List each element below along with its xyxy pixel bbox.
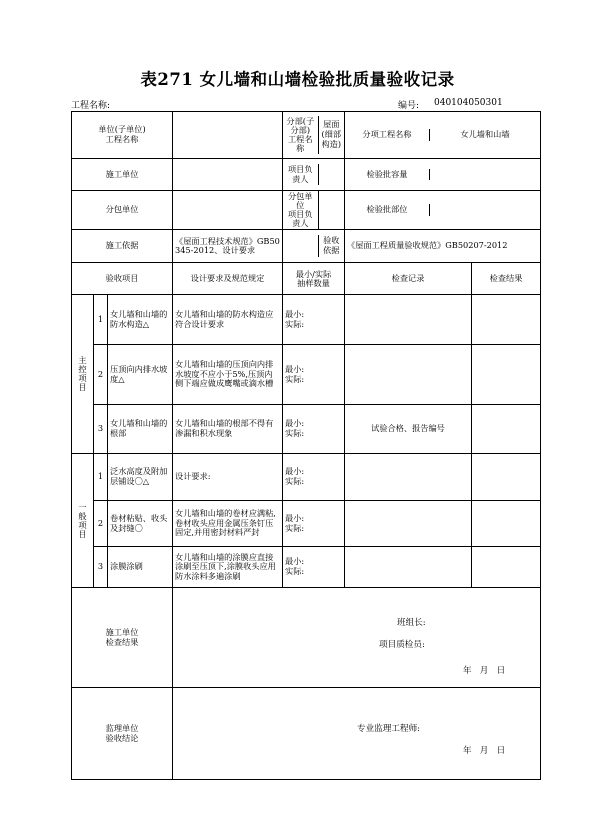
min-label: 最小: (285, 308, 305, 319)
result-cell[interactable] (472, 295, 541, 345)
result-cell[interactable] (472, 501, 541, 547)
record-cell[interactable] (345, 454, 472, 501)
item-name: 涂膜涂刷 (108, 547, 173, 588)
actual-label: 实际: (285, 318, 305, 329)
construction-date: 年 月 日 (463, 666, 506, 677)
item-project-value: 女儿墙和山墙 (460, 129, 510, 140)
unit-project-label: 单位(子单位) 工程名称 (72, 112, 173, 159)
col-record-header: 检查记录 (345, 263, 472, 295)
table-row (72, 405, 541, 454)
supervision-engineer-label: 专业监理工程师: (357, 724, 421, 735)
actual-label: 实际: (285, 522, 305, 533)
construction-check-label: 施工单位 检查结果 (72, 588, 173, 688)
col-result-header: 检查结果 (472, 263, 541, 295)
batch-capacity-value[interactable] (429, 169, 540, 181)
subcontract-lead-value[interactable] (318, 191, 344, 229)
min-label: 最小: (285, 466, 305, 477)
record-cell[interactable]: 试验合格、报告编号 (345, 405, 472, 454)
min-label: 最小: (285, 512, 305, 523)
supervision-date: 年 月 日 (463, 746, 506, 757)
requirement-text: 女儿墙和山墙的防水构造应符合设计要求 (173, 295, 283, 345)
construction-check-area[interactable] (173, 588, 541, 688)
min-label: 最小: (285, 363, 305, 374)
actual-label: 实际: (285, 476, 305, 487)
item-project-label: 分项工程名称 (345, 129, 429, 141)
quality-inspector-label: 项目质检员: (379, 640, 425, 651)
general-category: 一 般 项 目 (72, 454, 94, 588)
page-title: 表271 女儿墙和山墙检验批质量验收记录 (140, 70, 455, 89)
table-row (72, 501, 541, 547)
batch-location-value[interactable] (429, 204, 540, 216)
col-item-header: 验收项目 (72, 263, 173, 295)
table-row (72, 345, 541, 405)
row-number: 2 (94, 501, 108, 547)
record-cell[interactable] (345, 501, 472, 547)
item-name: 压顶向内排水坡度△ (108, 345, 173, 405)
row-number: 2 (94, 345, 108, 405)
actual-label: 实际: (285, 566, 305, 577)
acceptance-form-table (71, 111, 541, 780)
basis-value: 《屋面工程技术规范》GB50345-2012、设计要求 (173, 230, 283, 263)
basis-label: 施工依据 (72, 230, 173, 263)
requirement-text: 女儿墙和山墙的涂膜应直接涂刷至压顶下,涂膜收头应用防水涂料多遍涂刷 (173, 547, 283, 588)
item-name: 泛水高度及附加层铺设〇△ (108, 454, 173, 501)
supervision-area[interactable] (173, 688, 541, 780)
unit-project-value[interactable] (173, 112, 283, 159)
batch-location-label: 检验批部位 (345, 204, 429, 216)
item-name: 卷材粘贴、收头及封缝〇 (108, 501, 173, 547)
acceptance-basis-value: 《屋面工程质量验收规范》GB50207-2012 (345, 230, 541, 263)
requirement-text: 女儿墙和山墙的根部不得有渗漏和积水现象 (173, 405, 283, 454)
record-cell[interactable] (345, 345, 472, 405)
code-label: 编号: (398, 101, 420, 111)
acceptance-basis-label: 验收依据 (323, 235, 340, 256)
construction-unit-label: 施工单位 (72, 159, 173, 191)
row-number: 1 (94, 454, 108, 501)
row-number: 1 (94, 295, 108, 345)
item-name: 女儿墙和山墙的根部 (108, 405, 173, 454)
division-label: 分部(子分部) 工程名称 (283, 116, 318, 154)
row-number: 3 (94, 405, 108, 454)
requirement-text: 女儿墙和山墙的压顶向内排水坡度不应小于5%,压顶内侧下端应做成鹰嘴或滴水槽 (173, 345, 283, 405)
project-lead-value[interactable] (318, 164, 344, 185)
code-value: 040104050301 (434, 98, 503, 108)
result-cell[interactable] (472, 345, 541, 405)
item-name: 女儿墙和山墙的防水构造△ (108, 295, 173, 345)
batch-capacity-label: 检验批容量 (345, 169, 429, 181)
table-row (72, 547, 541, 588)
actual-label: 实际: (285, 428, 305, 439)
min-label: 最小: (285, 556, 305, 567)
construction-unit-value[interactable] (173, 159, 283, 191)
result-cell[interactable] (472, 405, 541, 454)
team-leader-label: 班组长: (397, 618, 426, 629)
division-value: 屋面(细部构造) (321, 119, 342, 149)
project-name-label: 工程名称: (71, 101, 111, 111)
subcontract-lead-label: 分包单位 项目负责人 (283, 191, 318, 229)
table-row (72, 295, 541, 345)
record-cell[interactable] (345, 295, 472, 345)
record-cell[interactable] (345, 547, 472, 588)
col-requirement-header: 设计要求及规范规定 (173, 263, 283, 295)
row-number: 3 (94, 547, 108, 588)
requirement-text: 女儿墙和山墙的卷材应满粘,卷材收头应用金属压条钉压固定,并用密封材料严封 (173, 501, 283, 547)
result-cell[interactable] (472, 454, 541, 501)
actual-label: 实际: (285, 373, 305, 384)
result-cell[interactable] (472, 547, 541, 588)
min-label: 最小: (285, 418, 305, 429)
table-row (72, 454, 541, 501)
supervision-label: 监理单位 验收结论 (72, 688, 173, 780)
project-lead-label: 项目负责人 (283, 164, 318, 185)
col-sample-header: 最小/实际 抽样数量 (283, 263, 345, 295)
requirement-text: 设计要求: (173, 454, 283, 501)
subcontract-unit-value[interactable] (173, 191, 283, 230)
subcontract-unit-label: 分包单位 (72, 191, 173, 230)
main-control-category: 主 控 项 目 (72, 295, 94, 454)
